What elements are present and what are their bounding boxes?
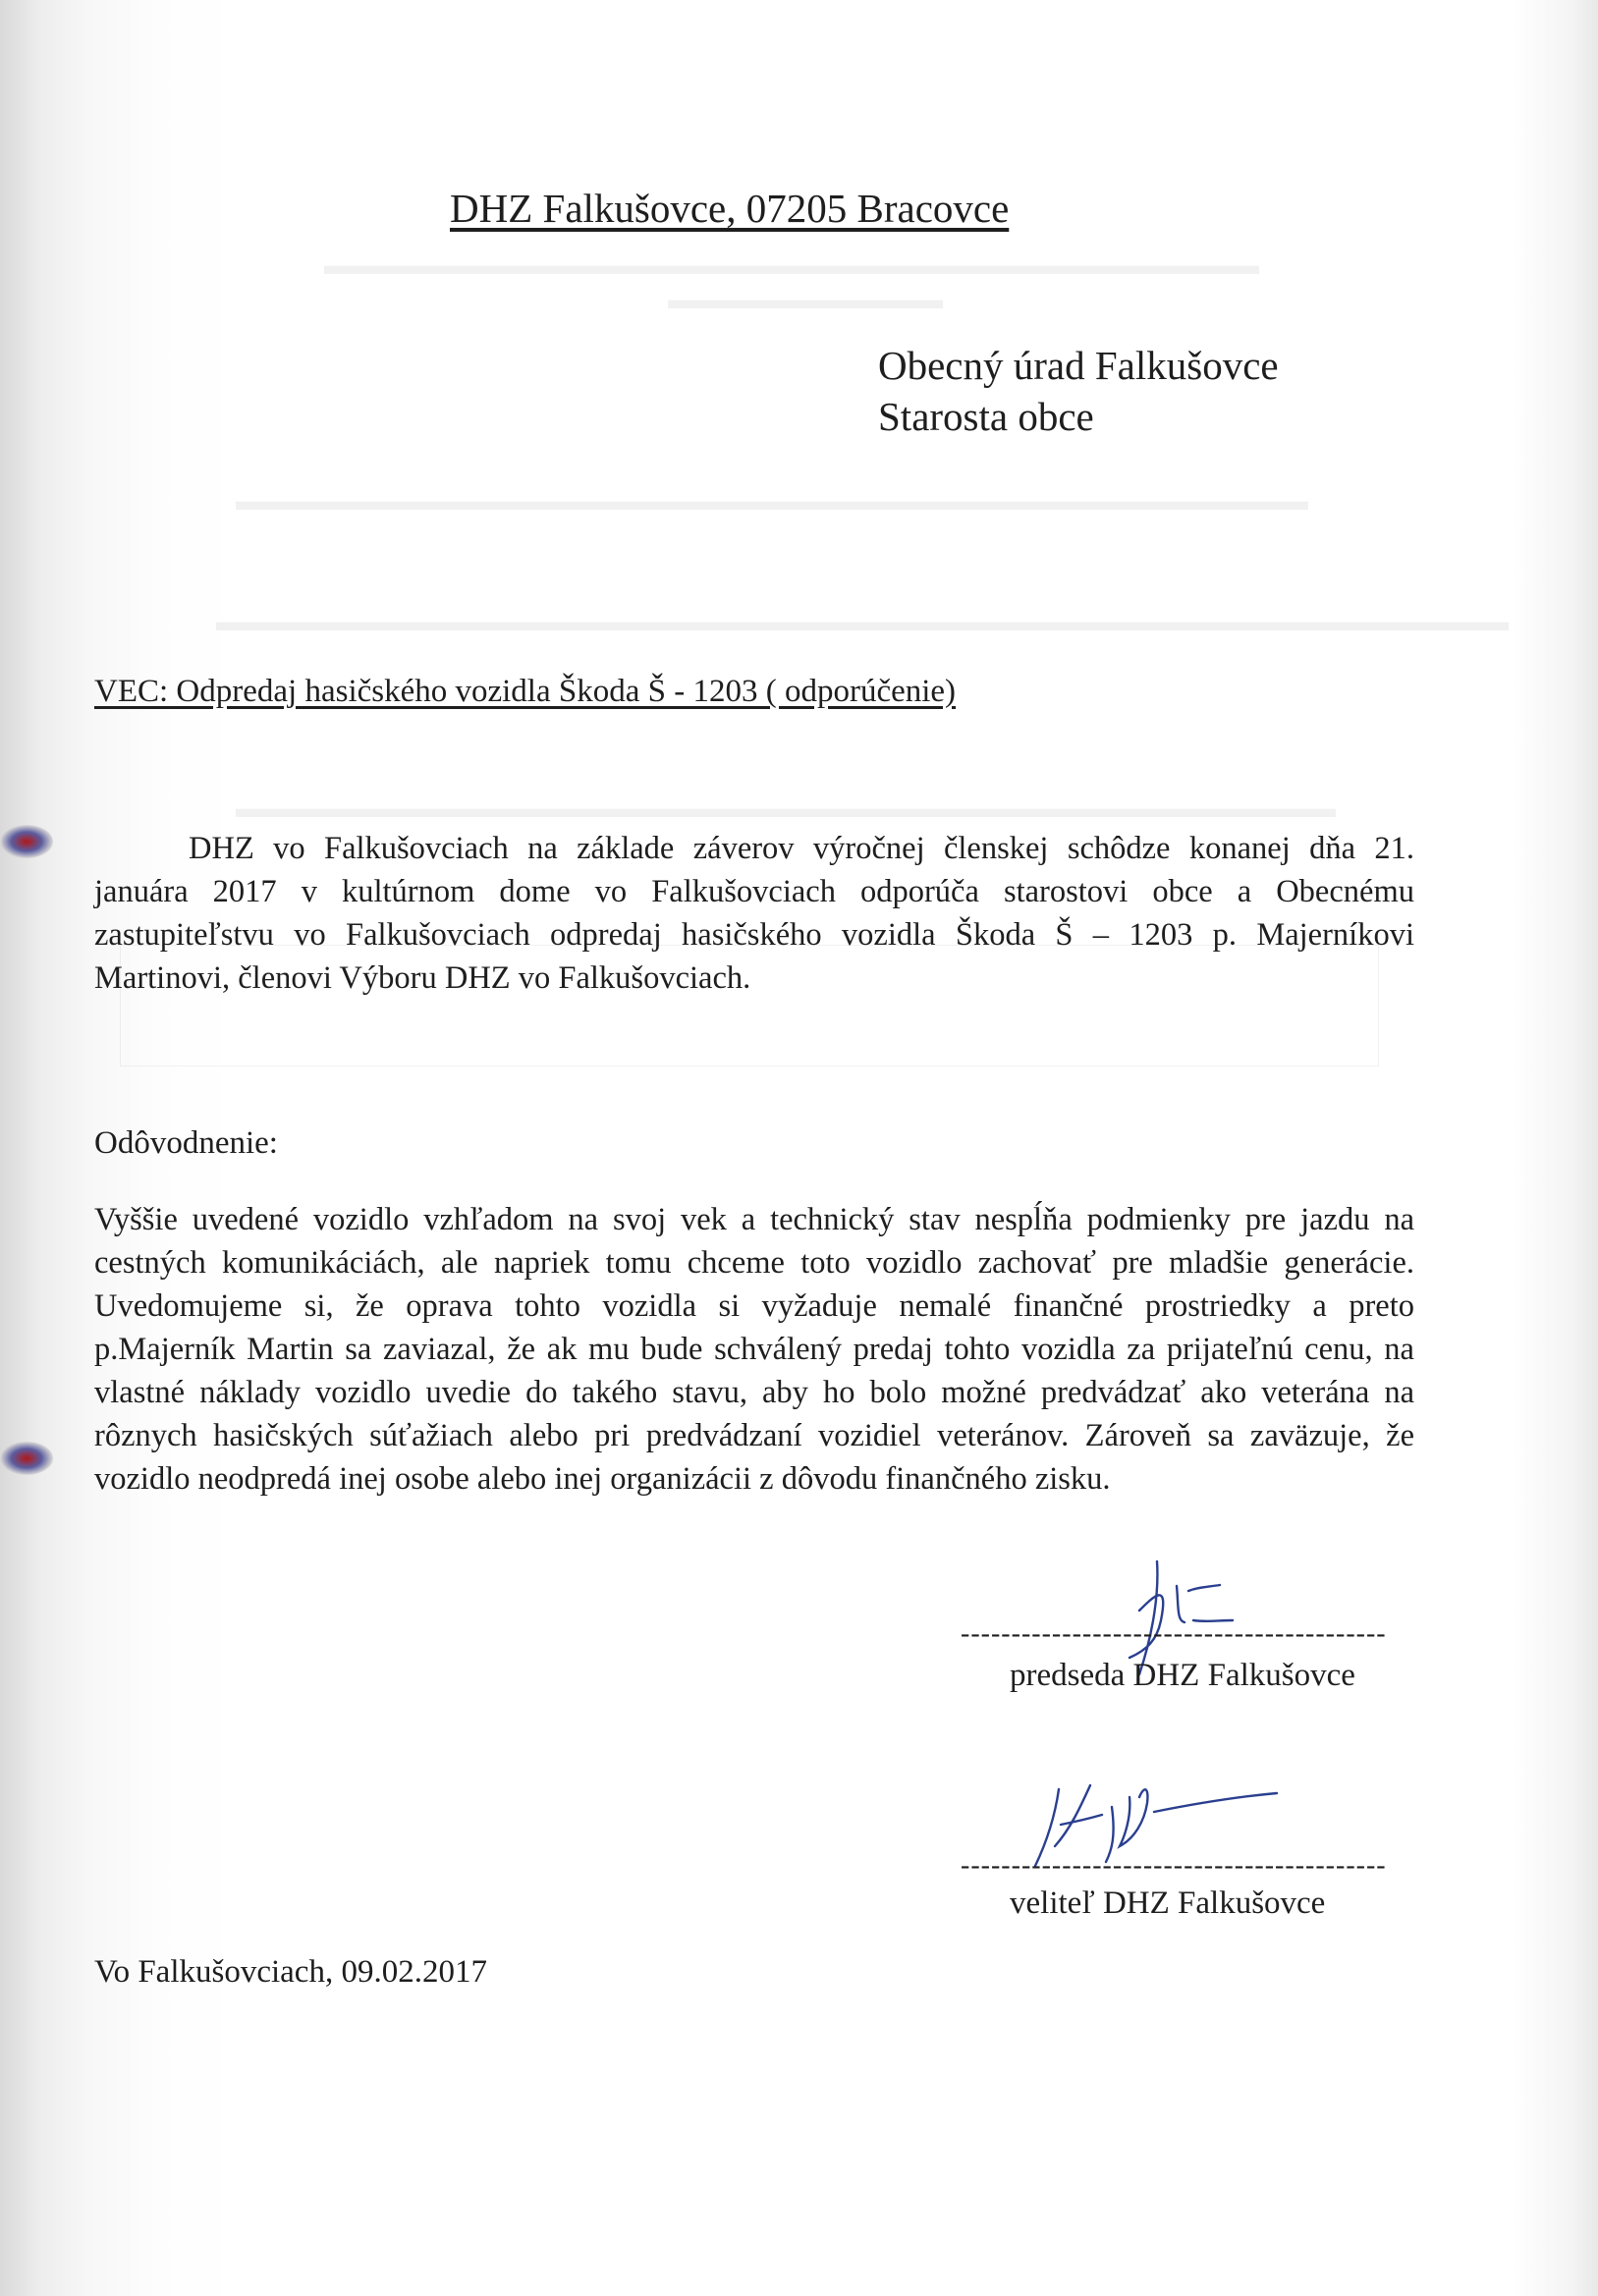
paragraph-line: januára 2017 v kultúrnom dome vo Falkušovciach odporúča starostovi obce a Obecnému [94, 874, 1414, 909]
recipient-office: Obecný úrad Falkušovce [878, 343, 1279, 388]
paragraph-line: zastupiteľstvu vo Falkušovciach odpredaj hasičského vozidla Škoda Š – 1203 p. Majerníkovi [94, 917, 1414, 953]
place-and-date: Vo Falkušovciach, 09.02.2017 [94, 1954, 487, 1990]
bleed-through-text: ▬▬▬▬▬▬▬▬▬▬▬▬▬▬▬▬▬▬▬▬▬▬▬▬▬▬▬▬▬▬▬▬▬▬▬▬▬▬▬▬▬▬▬▬▬▬▬ [216, 607, 1509, 637]
letterhead: DHZ Falkušovce, 07205 Bracovce [450, 186, 1010, 231]
paragraph-line: Martinovi, členovi Výboru DHZ vo Falkušovciach. [94, 960, 751, 996]
binder-ring [0, 825, 53, 858]
paragraph-line: vozidlo neodpredá inej osobe alebo inej organizácii z dôvodu finančného zisku. [94, 1461, 1111, 1497]
justification-heading: Odôvodnenie: [94, 1125, 278, 1161]
bleed-through-text: ▬▬▬▬▬▬▬▬▬▬▬▬▬▬▬▬▬▬▬▬▬▬▬▬▬▬▬▬▬▬▬▬▬▬▬▬▬▬▬▬ [236, 793, 1336, 824]
chairman-signature-line: ------------------------------------------ [961, 1618, 1387, 1649]
recipient-mayor: Starosta obce [878, 394, 1094, 439]
bleed-through-text: ▬▬▬▬▬▬▬▬▬▬ [668, 285, 943, 315]
bleed-through-text: ▬▬▬▬▬▬▬▬▬▬▬▬▬▬▬▬▬▬▬▬▬▬▬▬▬▬▬▬▬▬▬▬▬▬ [324, 250, 1259, 281]
paragraph-line: rôznych hasičských súťažiach alebo pri predvádzaní vozidiel veteránov. Zároveň sa zaväzuje, že [94, 1418, 1414, 1453]
binder-ring [0, 1442, 53, 1475]
subject-line: VEC: Odpredaj hasičského vozidla Škoda Š - 1203 ( odporúčenie) [94, 674, 957, 709]
paragraph-line: DHZ vo Falkušovciach na základe záverov výročnej členskej schôdze konanej dňa 21. [189, 831, 1414, 866]
paragraph-justification [94, 1198, 1414, 1501]
paragraph-line: cestných komunikáciách, ale napriek tomu chceme toto vozidlo zachovať pre mladšie generácie. [94, 1245, 1414, 1281]
paragraph-line: vlastné náklady vozidlo uvedie do takého stavu, aby ho bolo možné predvádzať ako veterána na [94, 1375, 1414, 1410]
paragraph-line: p.Majerník Martin sa zaviazal, že ak mu bude schválený predaj tohto vozidla za prijateľnú cenu, na [94, 1332, 1414, 1367]
paragraph-line: Vyššie uvedené vozidlo vzhľadom na svoj vek a technický stav nespĺňa podmienky pre jazdu na [94, 1202, 1414, 1237]
paragraph-line: Uvedomujeme si, že oprava tohto vozidla si vyžaduje nemalé finančné prostriedky a preto [94, 1288, 1414, 1324]
chairman-caption: predseda DHZ Falkušovce [1010, 1658, 1355, 1693]
bleed-through-text: ▬▬▬▬▬▬▬▬▬▬▬▬▬▬▬▬▬▬▬▬▬▬▬▬▬▬▬▬▬▬▬▬▬▬▬▬▬▬▬ [236, 486, 1308, 517]
paragraph-recommendation [94, 827, 1414, 1000]
commander-caption: veliteľ DHZ Falkušovce [1010, 1886, 1326, 1921]
commander-signature-line: ------------------------------------------ [961, 1850, 1387, 1881]
